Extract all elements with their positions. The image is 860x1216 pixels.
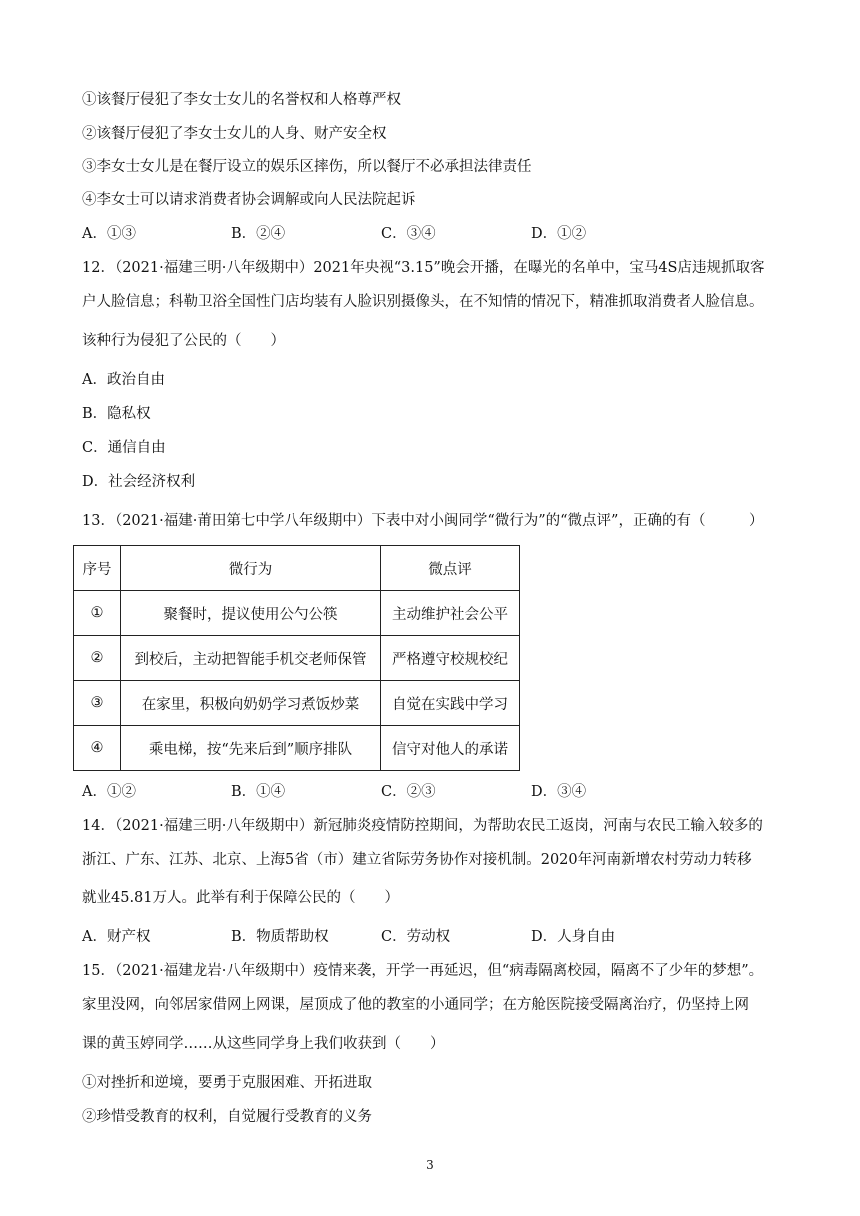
q13-options: [82, 782, 782, 802]
q11-options: [82, 224, 782, 244]
table-row: [74, 681, 520, 726]
q13-option-d: D．③④: [531, 784, 587, 800]
q15-stem-line-2: 家里没网，向邻居家借网上网课，屋顶成了他的教室的小通同学；在方舱医院接受隔离治疗，仍坚持上网: [82, 997, 749, 1013]
q13-table: [73, 545, 520, 771]
q14-stem-line-3: 就业45.81万人。此举有利于保障公民的（ ）: [82, 890, 400, 906]
q11-option-d: D．①②: [531, 226, 587, 242]
table-cell: ②: [74, 636, 121, 681]
q11-option-b: B．②④: [231, 226, 286, 242]
table-cell: 聚餐时，提议使用公勺公筷: [121, 591, 381, 636]
q12-stem-line-3: 该种行为侵犯了公民的（ ）: [82, 333, 285, 349]
q13-option-b: B．①④: [231, 784, 286, 800]
q15-statement-1: ①对挫折和逆境，要勇于克服困难、开拓进取: [82, 1075, 372, 1091]
table-header: 序号: [74, 546, 121, 591]
q15-statement-2: ②珍惜受教育的权利，自觉履行受教育的义务: [82, 1109, 372, 1125]
q13-stem: 13．（2021·福建·莆田第七中学八年级期中）下表中对小闽同学“微行为”的“微点评”，正确的有（ ）: [82, 513, 764, 529]
table-header: 微行为: [121, 546, 381, 591]
table-header: 微点评: [381, 546, 520, 591]
table-cell: ④: [74, 726, 121, 771]
q11-option-a: A．①③: [82, 226, 136, 242]
table-row: [74, 726, 520, 771]
table-cell: ①: [74, 591, 121, 636]
table-row: [74, 636, 520, 681]
table-cell: 在家里，积极向奶奶学习煮饭炒菜: [121, 681, 381, 726]
q14-option-d: D．人身自由: [531, 929, 616, 945]
table-row: [74, 591, 520, 636]
table-cell: 到校后，主动把智能手机交老师保管: [121, 636, 381, 681]
q14-options: [82, 927, 782, 947]
q12-option-a: A．政治自由: [82, 372, 165, 388]
table-cell: 严格遵守校规校纪: [381, 636, 520, 681]
q14-stem-line-1: 14．（2021·福建三明·八年级期中）新冠肺炎疫情防控期间，为帮助农民工返岗，河南与农民工输入较多的: [82, 818, 763, 834]
table-cell: 信守对他人的承诺: [381, 726, 520, 771]
q12-stem-line-1: 12．（2021·福建三明·八年级期中）2021年央视“3.15”晚会开播，在曝光的名单中，宝马4S店违规抓取客: [82, 260, 765, 276]
q13-option-c: C．②③: [381, 784, 436, 800]
q15-stem-line-3: 课的黄玉婷同学……从这些同学身上我们收获到（ ）: [82, 1036, 445, 1052]
table-cell: 乘电梯，按“先来后到”顺序排队: [121, 726, 381, 771]
q14-option-a: A．财产权: [82, 929, 151, 945]
q13-option-a: A．①②: [82, 784, 136, 800]
q11-statement-2: ②该餐厅侵犯了李女士女儿的人身、财产安全权: [82, 126, 387, 142]
q12-option-d: D．社会经济权利: [82, 474, 196, 490]
q11-statement-4: ④李女士可以请求消费者协会调解或向人民法院起诉: [82, 192, 416, 208]
q11-option-c: C．③④: [381, 226, 436, 242]
table-cell: ③: [74, 681, 121, 726]
table-cell: 主动维护社会公平: [381, 591, 520, 636]
page-number: 3: [426, 1158, 434, 1172]
q14-option-b: B．物质帮助权: [231, 929, 329, 945]
q14-option-c: C．劳动权: [381, 929, 451, 945]
table-cell: 自觉在实践中学习: [381, 681, 520, 726]
table-header-row: [74, 546, 520, 591]
q11-statement-3: ③李女士女儿是在餐厅设立的娱乐区摔伤，所以餐厅不必承担法律责任: [82, 159, 532, 175]
q12-stem-line-2: 户人脸信息；科勒卫浴全国性门店均装有人脸识别摄像头，在不知情的情况下，精准抓取消费者人脸信息。: [82, 294, 764, 310]
q12-option-b: B．隐私权: [82, 406, 151, 422]
q14-stem-line-2: 浙江、广东、江苏、北京、上海5省（市）建立省际劳务协作对接机制。2020年河南新增农村劳动力转移: [82, 852, 752, 868]
q15-stem-line-1: 15．（2021·福建龙岩·八年级期中）疫情来袭，开学一再延迟，但“病毒隔离校园，隔离不了少年的梦想”。: [82, 963, 764, 979]
q12-option-c: C．通信自由: [82, 440, 166, 456]
q11-statement-1: ①该餐厅侵犯了李女士女儿的名誉权和人格尊严权: [82, 92, 401, 108]
